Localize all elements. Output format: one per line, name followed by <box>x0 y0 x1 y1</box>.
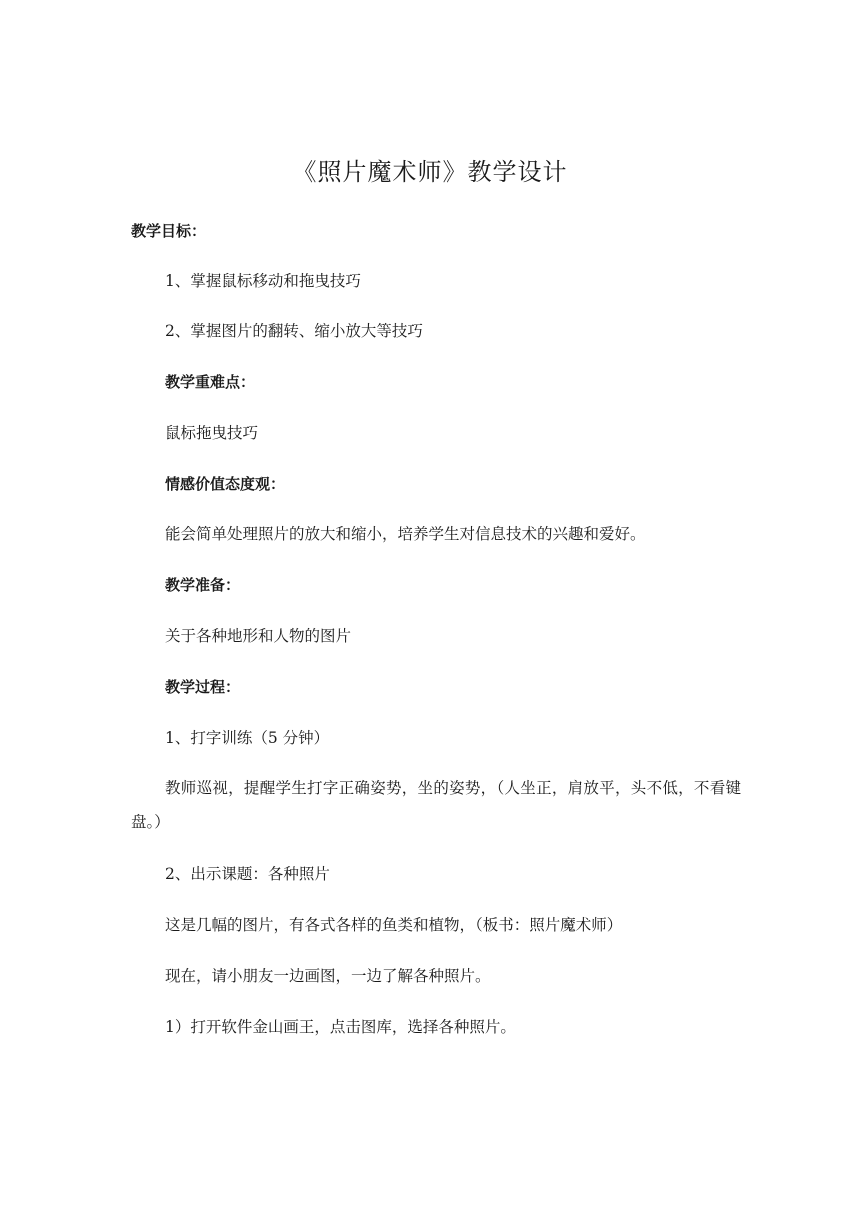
document-title: 《照片魔术师》教学设计 <box>292 158 568 186</box>
step-2-detail: 这是几幅的图片，有各式各样的鱼类和植物，（板书：照片魔术师） <box>165 916 623 934</box>
step-2-prompt: 现在，请小朋友一边画图，一边了解各种照片。 <box>165 967 491 985</box>
step-2: 2、出示课题：各种照片 <box>165 865 330 883</box>
objective-2: 2、掌握图片的翻转、缩小放大等技巧 <box>165 322 423 340</box>
process-heading: 教学过程： <box>165 678 241 696</box>
objective-1: 1、掌握鼠标移动和拖曳技巧 <box>165 272 361 290</box>
key-points-text: 鼠标拖曳技巧 <box>165 424 259 442</box>
values-text: 能会简单处理照片的放大和缩小，培养学生对信息技术的兴趣和爱好。 <box>165 525 646 543</box>
step-1-detail: 教师巡视，提醒学生打字正确姿势，坐的姿势，（人坐正，肩放平，头不低，不看键盘。） <box>131 779 741 831</box>
preparation-heading: 教学准备： <box>165 576 241 594</box>
preparation-text: 关于各种地形和人物的图片 <box>165 627 352 645</box>
values-heading: 情感价值态度观： <box>165 475 286 493</box>
objectives-heading: 教学目标： <box>131 222 207 240</box>
step-1: 1、打字训练（5 分钟） <box>165 729 330 747</box>
sub-step-1: 1）打开软件金山画王，点击图库，选择各种照片。 <box>165 1018 516 1036</box>
key-points-heading: 教学重难点： <box>165 373 256 391</box>
